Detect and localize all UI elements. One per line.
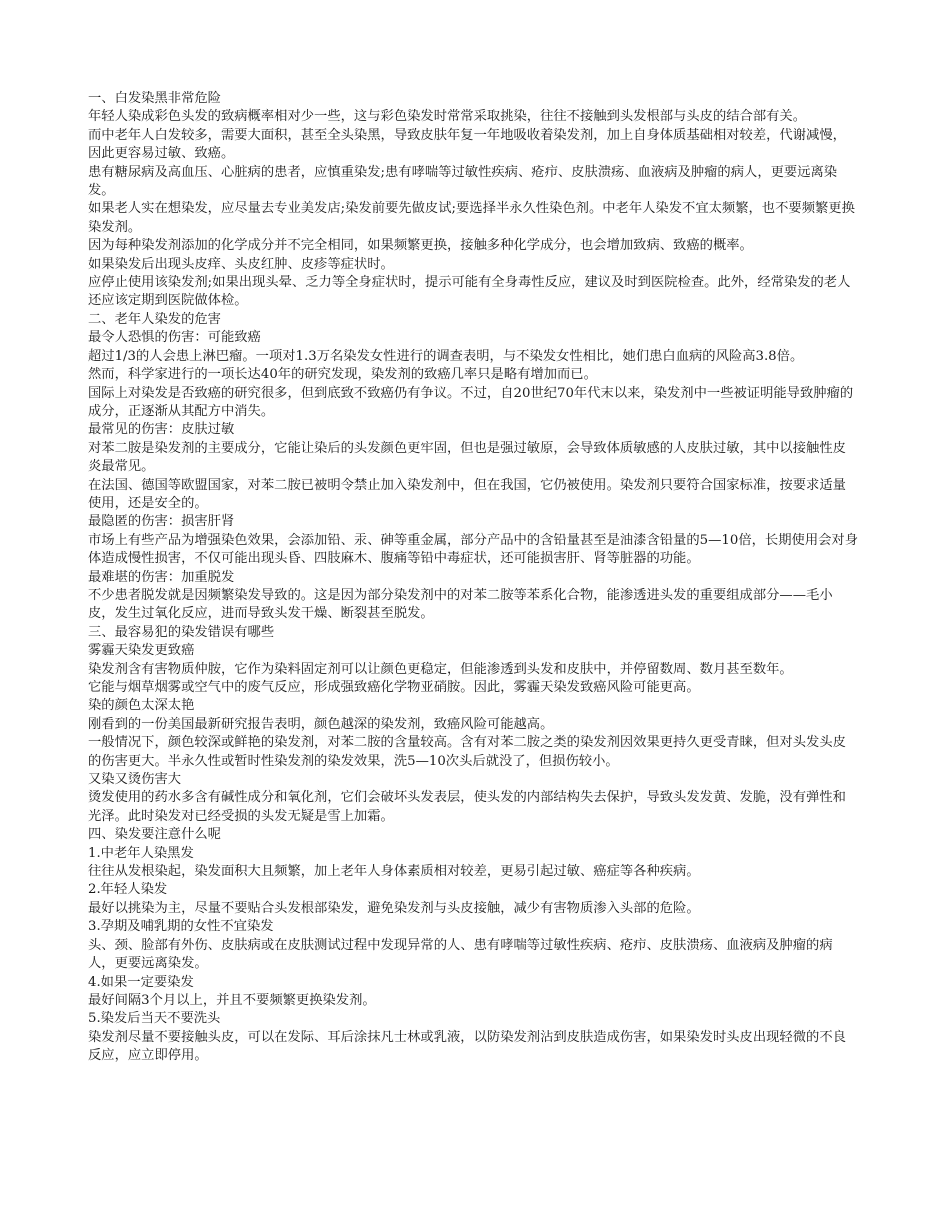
paragraph: 染发剂含有害物质仲胺，它作为染料固定剂可以让颜色更稳定，但能渗透到头发和皮肤中，并停留数周、数月甚至数年。: [88, 661, 793, 677]
subheading: 染的颜色太深太艳: [88, 698, 195, 714]
paragraph: 市场上有些产品为增强染色效果，会添加铅、汞、砷等重金属，部分产品中的含铅量甚至是油漆含铅量的5—10倍，长期使用会对身体造成慢性损害，不仅可能出现头昏、四肢麻木、腹痛等铅中毒症状，还可能损害肝、肾等脏器的功能。: [88, 532, 859, 567]
paragraph: 一般情况下，颜色较深或鲜艳的染发剂，对苯二胺的含量较高。含有对苯二胺之类的染发剂因效果更持久更受青睐，但对头发头皮的伤害更大。半永久性或暂时性染发剂的染发效果，洗5—10次头后就没了，但损伤较小。: [88, 735, 846, 769]
paragraph: 最好间隔3个月以上，并且不要频繁更换染发剂。: [88, 992, 376, 1008]
paragraph: 如果染发后出现头皮痒、头皮红肿、皮疹等症状时。: [88, 256, 394, 272]
paragraph: 最好以挑染为主，尽量不要贴合头发根部染发，避免染发剂与头皮接触，减少有害物质渗入头部的危险。: [88, 900, 700, 916]
paragraph: 刚看到的一份美国最新研究报告表明，颜色越深的染发剂，致癌风险可能越高。: [88, 716, 554, 732]
paragraph: 因为每种染发剂添加的化学成分并不完全相同，如果频繁更换，接触多种化学成分，也会增加致病、致癌的概率。: [88, 238, 753, 254]
paragraph: 染发剂尽量不要接触头皮，可以在发际、耳后涂抹凡士林或乳液，以防染发剂沾到皮肤造成伤害，如果染发时头皮出现轻微的不良反应，应立即停用。: [88, 1029, 846, 1064]
section-heading-3: 三、最容易犯的染发错误有哪些: [88, 624, 275, 640]
paragraph: 如果老人实在想染发，应尽量去专业美发店;染发前要先做皮试;要选择半永久性染色剂。中老年人染发不宜太频繁，也不要频繁更换染发剂。: [88, 201, 855, 235]
paragraph: 对苯二胺是染发剂的主要成分，它能让染后的头发颜色更牢固，但也是强过敏原，会导致体质敏感的人皮肤过敏，其中以接触性皮炎最常见。: [88, 440, 846, 475]
subheading: 最难堪的伤害：加重脱发: [88, 569, 235, 585]
paragraph: 应停止使用该染发剂;如果出现头晕、乏力等全身症状时，提示可能有全身毒性反应，建议及时到医院检查。此外，经常染发的老人还应该定期到医院做体检。: [88, 275, 851, 309]
paragraph: 它能与烟草烟雾或空气中的废气反应，形成强致癌化学物亚硝胺。因此，雾霾天染发致癌风险可能更高。: [88, 680, 700, 695]
numbered-subheading: 5.染发后当天不要洗头: [88, 1011, 221, 1027]
subheading: 雾霾天染发更致癌: [88, 643, 195, 659]
paragraph: 年轻人染成彩色头发的致病概率相对少一些，这与彩色染发时常常采取挑染，往往不接触到头发根部与头皮的结合部有关。: [88, 109, 807, 125]
paragraph: 然而，科学家进行的一项长达40年的研究发现，染发剂的致癌几率只是略有增加而已。: [88, 367, 597, 383]
subheading: 又染又烫伤害大: [88, 772, 182, 788]
paragraph: 往往从发根染起，染发面积大且频繁，加上老年人身体素质相对较差，更易引起过敏、癌症等各种疾病。: [88, 864, 700, 880]
numbered-subheading: 4.如果一定要染发: [88, 974, 194, 990]
paragraph: 头、颈、脸部有外伤、皮肤病或在皮肤测试过程中发现异常的人、患有哮喘等过敏性疾病、疮疖、皮肤溃疡、血液病及肿瘤的病人，更要远离染发。: [88, 937, 833, 972]
paragraph: 不少患者脱发就是因频繁染发导致的。这是因为部分染发剂中的对苯二胺等苯系化合物，能渗透进头发的重要组成部分——毛小皮，发生过氧化反应，进而导致头发干燥、断裂甚至脱发。: [88, 587, 833, 622]
section-heading-4: 四、染发要注意什么呢: [88, 827, 221, 843]
section-heading-2: 二、老年人染发的危害: [88, 311, 221, 327]
subheading: 最常见的伤害：皮肤过敏: [88, 422, 235, 438]
paragraph: 而中老年人白发较多，需要大面积，甚至全头染黑，导致皮肤年复一年地吸收着染发剂，加上自身体质基础相对较差，代谢减慢，因此更容易过敏、致癌。: [88, 127, 846, 162]
article-body: [88, 90, 858, 1066]
paragraph: 超过1/3的人会患上淋巴瘤。一项对1.3万名染发女性进行的调查表明，与不染发女性相比，她们患白血病的风险高3.8倍。: [88, 348, 804, 364]
paragraph: 患有糖尿病及高血压、心脏病的患者，应慎重染发;患有哮喘等过敏性疾病、疮疖、皮肤溃疡、血液病及肿瘤的病人，更要远离染发。: [88, 164, 838, 199]
paragraph: 国际上对染发是否致癌的研究很多，但到底致不致癌仍有争议。不过，自20世纪70年代末以来，染发剂中一些被证明能导致肿瘤的成分，正逐渐从其配方中消失。: [88, 385, 854, 419]
subheading: 最隐匿的伤害：损害肝肾: [88, 514, 235, 530]
numbered-subheading: 3.孕期及哺乳期的女性不宜染发: [88, 919, 274, 935]
numbered-subheading: 2.年轻人染发: [88, 882, 168, 898]
paragraph: 烫发使用的药水多含有碱性成分和氧化剂，它们会破坏头发表层，使头发的内部结构失去保护，导致头发发黄、发脆，没有弹性和光泽。此时染发对已经受损的头发无疑是雪上加霜。: [88, 790, 846, 824]
subheading: 最令人恐惧的伤害：可能致癌: [88, 330, 261, 346]
section-heading-1: 一、白发染黑非常危险: [88, 91, 221, 106]
numbered-subheading: 1.中老年人染黑发: [88, 845, 194, 861]
paragraph: 在法国、德国等欧盟国家，对苯二胺已被明令禁止加入染发剂中，但在我国，它仍被使用。染发剂只要符合国家标准，按要求适量使用，还是安全的。: [88, 477, 846, 511]
